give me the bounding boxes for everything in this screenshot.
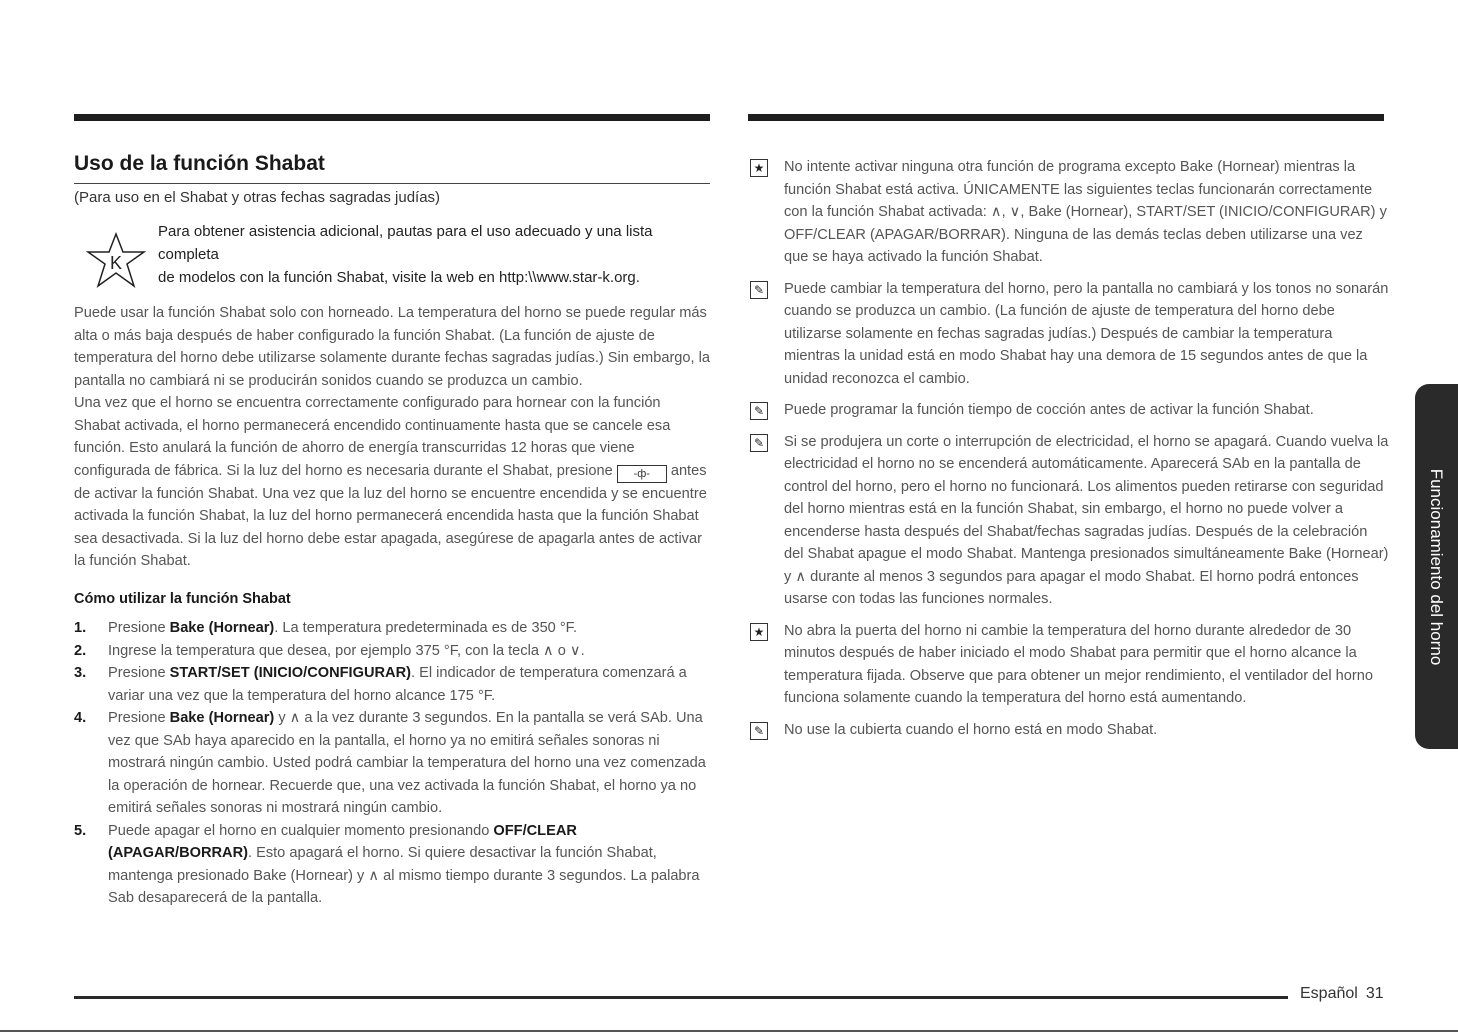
notes-list xyxy=(750,156,1390,750)
list-item: ★ No abra la puerta del horno ni cambie la temperatura del horno durante alrededor de 30 minutos después de haber iniciado el modo Shabat para permitir que el horno alcance la temperatura fijada. Observe que para obtener un mejor rendimiento, el ventilador del horno funciona solamente cuando la temperatura del horno está aumentando. xyxy=(750,620,1390,710)
intro-p2-first: Una vez que el horno se encuentra correctamente configurado para hornear con la función Shabat activada, el horno permanecerá encendido continuamente hasta que se cancele esa función. Esto anulará la función de ahorro de energía transcurridas 12 horas que viene configurada de fábrica. Si la luz del horno es necesaria durante el Shabat, presione xyxy=(74,395,671,479)
pencil-note-icon: ✎ xyxy=(750,434,768,452)
list-item: 3. Presione START/SET (INICIO/CONFIGURAR). El indicador de temperatura comenzará a variar una vez que la temperatura del horno alcance 175 °F. xyxy=(74,665,687,704)
list-item: ✎ Si se produjera un corte o interrupción de electricidad, el horno se apagará. Cuando vuelva la electricidad el horno no se encenderá automáticamente. Aparecerá SAb en la pantalla de control del horno, pero el horno no funcionará. Los alimentos pueden retirarse con seguridad del horno mientras está en la función Shabat, sin embargo, el horno no puede volver a encenderse hasta después del Shabat/fechas sagradas judías. Después de la celebración del Shabat apague el modo Shabat. Mantenga presionados simultáneamente Bake (Hornear) y ∧ durante al menos 3 segundos para apagar el modo Shabat. El horno podrá entonces usarse con todas las funciones normales. xyxy=(750,431,1390,611)
oven-light-button-icon: -ф- xyxy=(617,465,667,483)
howto-heading: Cómo utilizar la función Shabat xyxy=(74,591,291,607)
star-warning-icon: ★ xyxy=(750,623,768,641)
steps-list xyxy=(74,617,714,910)
title-underline xyxy=(74,183,710,184)
page-number: 31 xyxy=(1365,985,1384,1002)
kosher-note-line1: Para obtener asistencia adicional, pautas para el uso adecuado y una lista completa xyxy=(158,223,653,263)
footer-rule xyxy=(74,996,1288,999)
chapter-side-tab-label: Funcionamiento del horno xyxy=(1427,468,1446,666)
kosher-note-line2: de modelos con la función Shabat, visite la web en http:\\www.star-k.org. xyxy=(158,269,640,286)
list-item: ✎ Puede programar la función tiempo de cocción antes de activar la función Shabat. xyxy=(750,399,1390,422)
footer-language: Español xyxy=(1300,985,1358,1002)
pencil-note-icon: ✎ xyxy=(750,402,768,420)
intro-p2-second: antes de activar la función Shabat. Una vez que la luz del horno se encuentre encendida y se encuentre activada la función Shabat, la luz del horno permanecerá encendida hasta que la función Shabat sea desactivada. Si la luz del horno debe estar apagada, asegúrese de apagarla antes de activar la función Shabat. xyxy=(74,462,707,569)
pencil-note-icon: ✎ xyxy=(750,722,768,740)
kosher-note xyxy=(158,220,708,289)
page-footer xyxy=(1300,985,1384,1003)
pencil-note-icon: ✎ xyxy=(750,281,768,299)
list-item: ✎ Puede cambiar la temperatura del horno, pero la pantalla no cambiará y los tonos no sonarán cuando se produzca un cambio. (La función de ajuste de temperatura del horno debe utilizarse solamente en fechas sagradas judías.) Después de cambiar la temperatura mientras la unidad está en modo Shabat hay una demora de 15 segundos antes de que la unidad reconozca el cambio. xyxy=(750,278,1390,391)
intro-paragraph-2 xyxy=(74,392,710,573)
intro-paragraph-1: Puede usar la función Shabat solo con horneado. La temperatura del horno se puede regular más alta o más baja después de haber configurado la función Shabat. (La función de ajuste de temperatura del horno debe utilizarse solamente durante fechas sagradas judías.) Sin embargo, la pantalla no cambiará ni se producirán sonidos cuando se produzca un cambio. xyxy=(74,305,711,389)
list-item: 5. Puede apagar el horno en cualquier momento presionando OFF/CLEAR (APAGAR/BORRAR). Esto apagará el horno. Si quiere desactivar la función Shabat, mantenga presionado Bake (Hornear) y ∧ al mismo tiempo durante 3 segundos. La palabra Sab desaparecerá de la pantalla. xyxy=(74,822,700,906)
star-k-logo-icon xyxy=(86,232,146,290)
list-item: 1. Presione Bake (Hornear). La temperatura predeterminada es de 350 °F. xyxy=(74,620,578,636)
list-item: 2. Ingrese la temperatura que desea, por ejemplo 375 °F, con la tecla ∧ o ∨. xyxy=(74,642,585,659)
top-rule-right xyxy=(748,114,1384,121)
section-title: Uso de la función Shabat xyxy=(74,152,325,175)
list-item: ✎ No use la cubierta cuando el horno está en modo Shabat. xyxy=(750,719,1390,742)
kosher-logo-letter: K xyxy=(109,253,123,273)
top-rule-left xyxy=(74,114,710,121)
list-item: ★ No intente activar ninguna otra función de programa excepto Bake (Hornear) mientras la función Shabat está activa. ÚNICAMENTE las siguientes teclas funcionarán correctamente con la función Shabat activada: ∧, ∨, Bake (Hornear), START/SET (INICIO/CONFIGURAR) y OFF/CLEAR (APAGAR/BORRAR). Ninguna de las demás teclas deben utilizarse una vez que se haya activado la función Shabat. xyxy=(750,156,1390,269)
list-item: 4. Presione Bake (Hornear) y ∧ a la vez durante 3 segundos. En la pantalla se verá SAb. Una vez que SAb haya aparecido en la pantalla, el horno ya no emitirá señales sonoras ni mostrará ningún cambio. Usted podrá cambiar la temperatura del horno una vez comenzada la operación de hornear. Recuerde que, una vez activada la función Shabat, el horno ya no emitirá señales sonoras ni mostrará ningún cambio. xyxy=(74,710,706,816)
section-subtitle: (Para uso en el Shabat y otras fechas sagradas judías) xyxy=(74,189,441,206)
star-warning-icon: ★ xyxy=(750,159,768,177)
bottom-edge-line xyxy=(0,1030,1458,1032)
